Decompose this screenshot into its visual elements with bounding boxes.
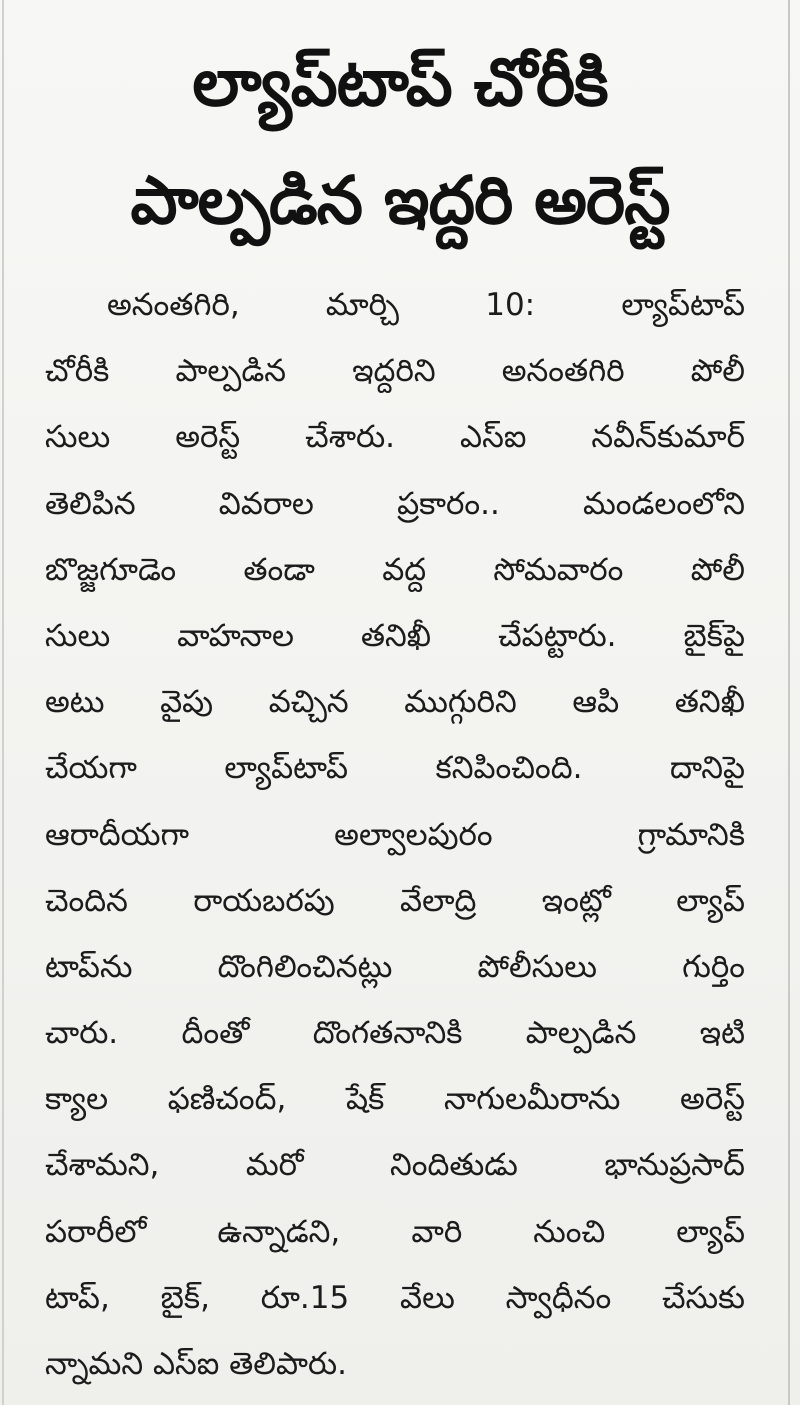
body-line-10: చెందిన రాయబరపు వేలాద్రి ఇంట్లో ల్యాప్ [45, 882, 745, 919]
body-line-17: న్నామని ఎస్ఐ తెలిపారు. [45, 1346, 347, 1382]
body-line-14: చేశామని, మరో నిందితుడు భానుప్రసాద్ [45, 1147, 745, 1184]
body-line-9: ఆరాదీయగా అల్వాలపురం గ్రామానికి [45, 816, 745, 853]
body-line-12: చారు. దీంతో దొంగతనానికి పాల్పడిన ఇటి [45, 1015, 745, 1052]
headline-line-2: పాల్పడిన ఇద్దరి అరెస్ట్ [130, 162, 670, 239]
headline-line-1: ల్యాప్‌టాప్ చోరీకి [192, 44, 608, 121]
body-line-5: బొజ్జగూడెం తండా వద్ద సోమవారం పోలీ [45, 551, 745, 588]
body-line-4: తెలిపిన వివరాల ప్రకారం.. మండలంలోని [45, 485, 745, 522]
cropped-previous-text [170, 0, 590, 8]
body-line-7: అటు వైపు వచ్చిన ముగ్గురిని ఆపి తనిఖీ [45, 684, 745, 721]
body-line-2: చోరీకి పాల్పడిన ఇద్దరిని అనంతగిరి పోలీ [45, 353, 745, 390]
body-line-16: టాప్, బైక్, రూ.15 వేలు స్వాధీనం చేసుకు [45, 1279, 745, 1316]
body-line-15: పరారీలో ఉన్నాడని, వారి నుంచి ల్యాప్ [45, 1213, 745, 1250]
body-line-11: టాప్‌ను దొంగిలించినట్లు పోలీసులు గుర్తిం [45, 948, 745, 985]
left-column-rule [2, 0, 4, 1405]
body-line-13: క్యాల ఫణిచంద్, షేక్ నాగులమీరాను అరెస్ట్ [45, 1081, 745, 1118]
body-line-1: అనంతగిరి, మార్చి 10: ల్యాప్‌టాప్ [107, 287, 745, 323]
body-line-6: సులు వాహనాల తనిఖీ చేపట్టారు. బైక్‌పై [45, 617, 745, 654]
right-column-rule [788, 0, 790, 1405]
body-line-3: సులు అరెస్ట్ చేశారు. ఎస్ఐ నవీన్‌కుమార్ [45, 419, 745, 456]
article-body [45, 272, 745, 1397]
body-line-8: చేయగా ల్యాప్‌టాప్ కనిపించింది. దానిపై [45, 750, 745, 787]
